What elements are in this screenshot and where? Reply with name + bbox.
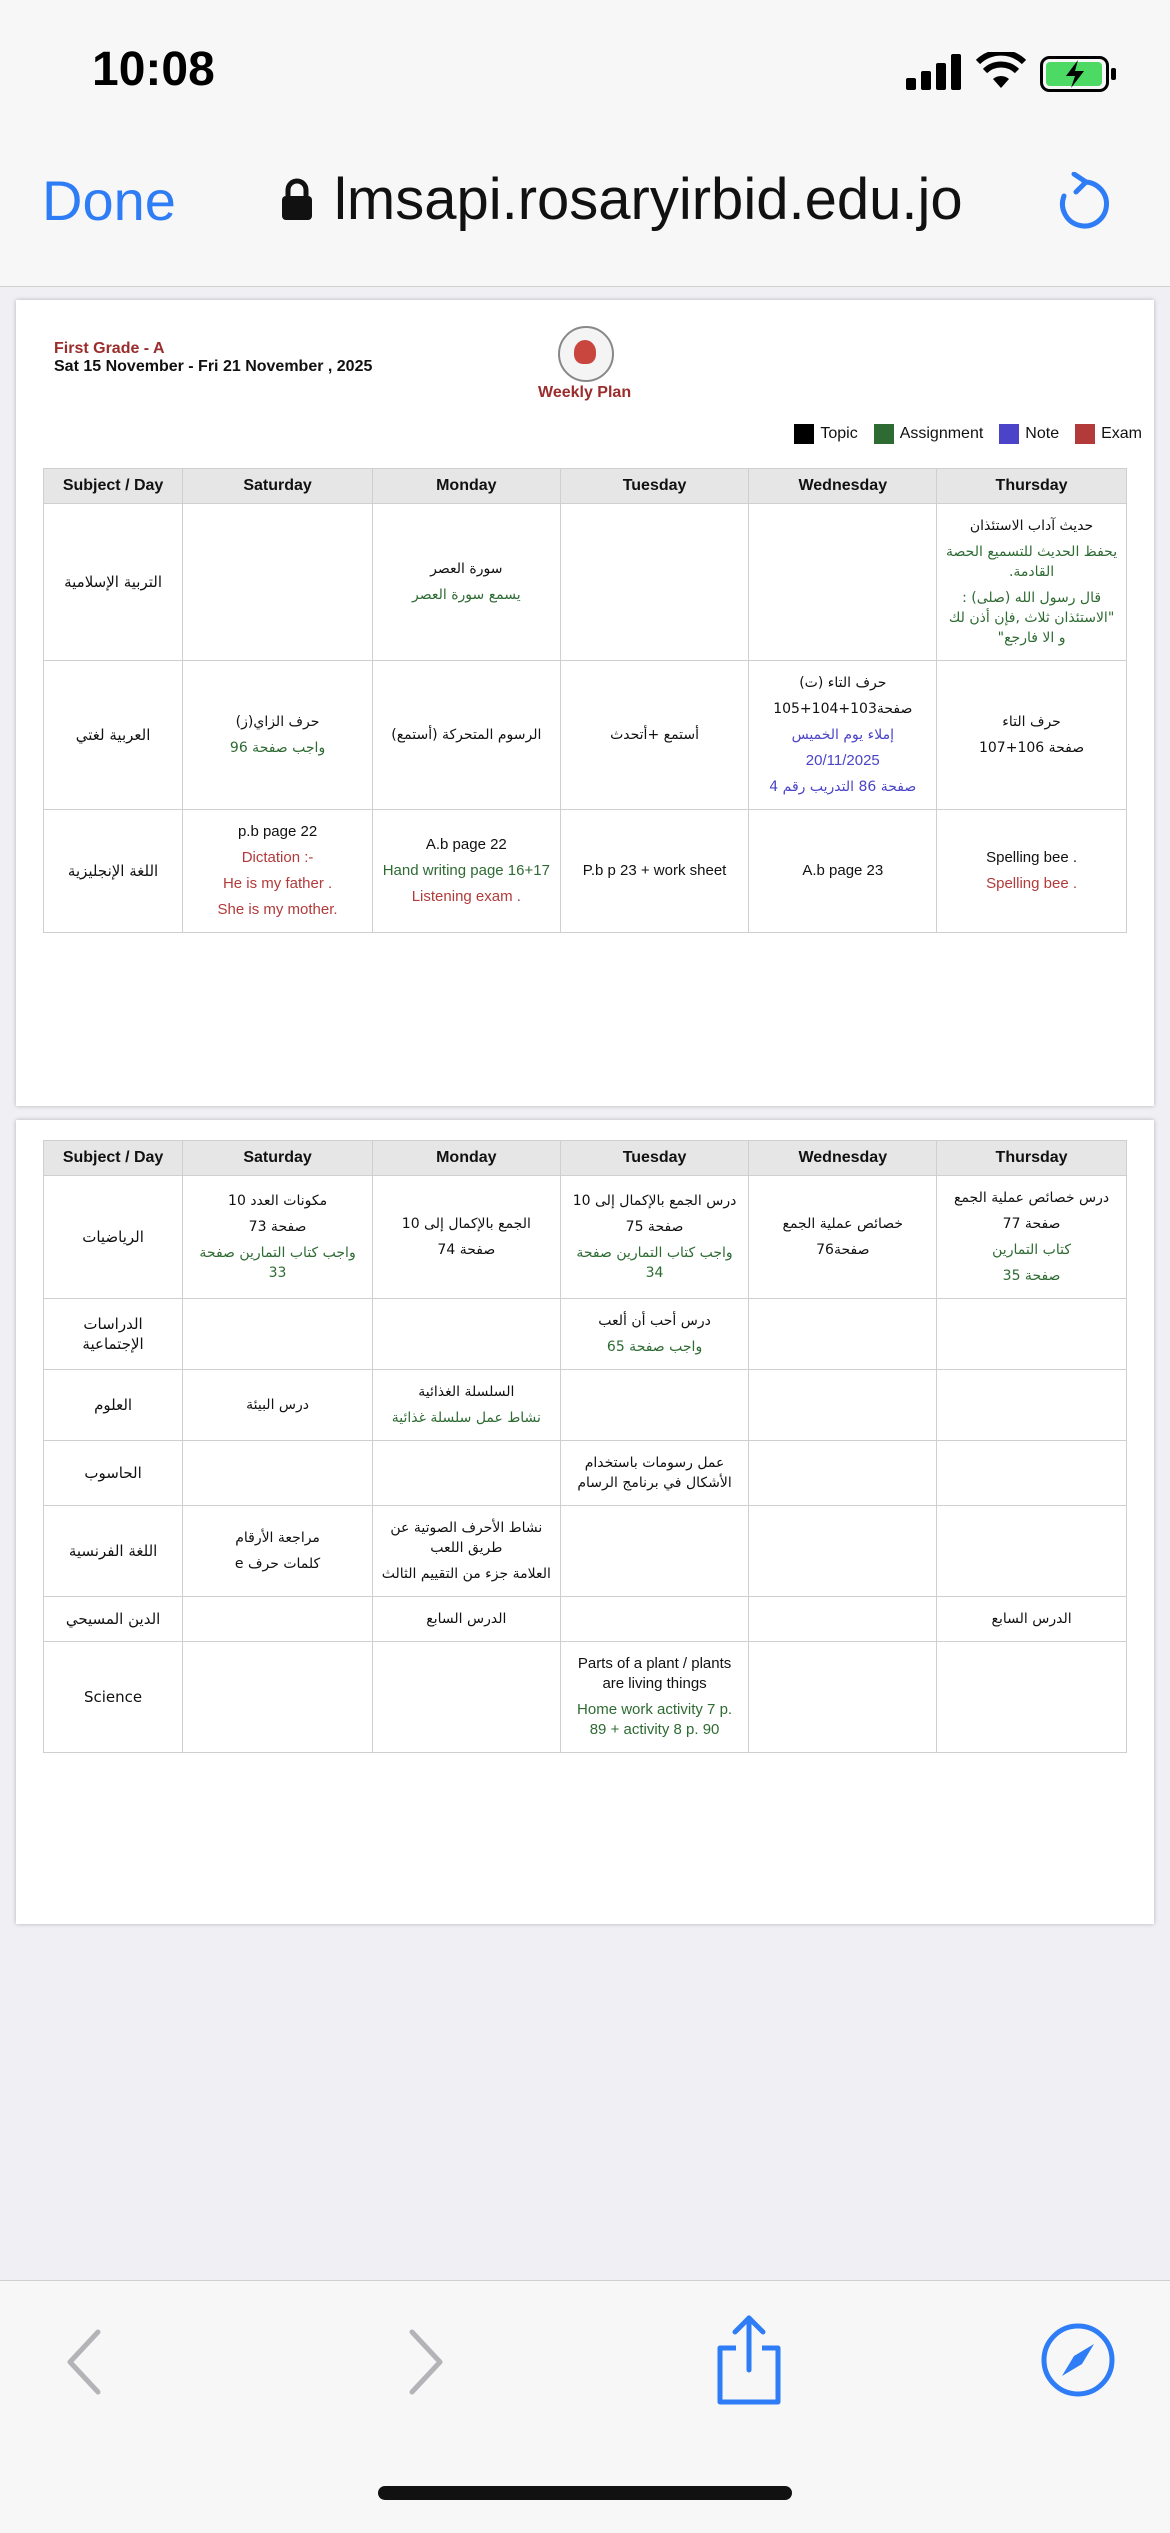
- day-cell: [749, 1176, 937, 1299]
- plan-entry: حديث آداب الاستئذان: [969, 518, 1094, 534]
- column-header: Subject / Day: [44, 469, 183, 504]
- legend: [794, 424, 1142, 444]
- plan-table-1: [43, 468, 1127, 933]
- cellular-signal-icon: [906, 54, 962, 90]
- plan-entry: واجب صفحة 65: [606, 1339, 703, 1355]
- plan-entry: الدرس السابع: [426, 1611, 507, 1627]
- plan-entry: صفحة 77: [1002, 1216, 1061, 1232]
- plan-entry: الجمع بالإكمال إلى 10: [401, 1216, 531, 1232]
- plan-entry: Dictation :-: [241, 849, 314, 866]
- plan-entry: A.b page 22: [425, 836, 507, 853]
- plan-entry: Listening exam .: [411, 888, 521, 905]
- day-cell: [560, 1506, 749, 1597]
- subject-cell: العربية لغتي: [44, 661, 183, 810]
- lock-icon: [280, 178, 314, 222]
- day-cell: [183, 810, 373, 933]
- school-logo-icon: [558, 326, 614, 382]
- plan-entry: He is my father .: [222, 875, 333, 892]
- day-cell: [937, 1176, 1127, 1299]
- plan-entry: نشاط عمل سلسلة غذائية: [391, 1410, 541, 1426]
- home-indicator: [378, 2486, 792, 2500]
- day-cell: [937, 504, 1127, 661]
- legend-exam: Exam: [1075, 424, 1142, 444]
- table-row: [44, 661, 1127, 810]
- plan-page-1: [16, 300, 1154, 1106]
- column-header: Monday: [372, 469, 560, 504]
- plan-entry: Parts of a plant / plants are living things: [577, 1655, 732, 1692]
- subject-cell: اللغة الإنجليزية: [44, 810, 183, 933]
- day-cell: [372, 661, 560, 810]
- day-cell: [749, 810, 937, 933]
- table-row: [44, 1299, 1127, 1370]
- done-button[interactable]: Done: [42, 169, 176, 232]
- day-cell: [183, 1441, 373, 1506]
- day-cell: [560, 810, 749, 933]
- plan-page-2: [16, 1120, 1154, 1924]
- table-row: [44, 504, 1127, 661]
- plan-entry: خصائص عملية الجمع: [782, 1216, 904, 1232]
- url-text[interactable]: lmsapi.rosaryirbid.edu.jo: [334, 167, 963, 232]
- plan-entry: حرف التاء: [1002, 714, 1061, 730]
- plan-entry: حرف الزاي(ز): [235, 714, 320, 730]
- subject-cell: الحاسوب: [44, 1441, 183, 1506]
- table-row: [44, 1370, 1127, 1441]
- subject-cell: الدين المسيحي: [44, 1597, 183, 1642]
- plan-entry: الدرس السابع: [991, 1611, 1072, 1627]
- plan-entry: مكونات العدد 10: [228, 1193, 328, 1209]
- day-cell: [749, 661, 937, 810]
- day-cell: [183, 1597, 373, 1642]
- plan-entry: صفحة 86 التدريب رقم 4: [769, 779, 917, 795]
- plan-entry: Home work activity 7 p. 89 + activity 8 p. 90: [577, 1701, 733, 1738]
- plan-entry: صفحة 35: [1002, 1268, 1061, 1284]
- day-cell: [749, 1597, 937, 1642]
- table-row: [44, 1642, 1127, 1753]
- plan-entry: عمل رسومات باستخدام الأشكال في برنامج الرسام: [577, 1455, 732, 1491]
- legend-note: Note: [999, 424, 1059, 444]
- day-cell: [560, 1299, 749, 1370]
- plan-entry: 20/11/2025: [805, 752, 880, 769]
- plan-entry: p.b page 22: [237, 823, 318, 840]
- subject-cell: التربية الإسلامية: [44, 504, 183, 661]
- day-cell: [749, 1370, 937, 1441]
- plan-entry: She is my mother.: [217, 901, 338, 918]
- day-cell: [183, 1176, 373, 1299]
- day-cell: [749, 1642, 937, 1753]
- plan-entry: P.b p 23 + work sheet: [582, 862, 727, 879]
- plan-entry: Spelling bee .: [986, 875, 1078, 892]
- plan-entry: صفحة 73: [248, 1219, 307, 1235]
- compass-icon[interactable]: [1040, 2322, 1116, 2398]
- column-header: Subject / Day: [44, 1141, 183, 1176]
- table-row: [44, 1176, 1127, 1299]
- day-cell: [183, 504, 373, 661]
- table-row: [44, 1441, 1127, 1506]
- table-row: [44, 1597, 1127, 1642]
- day-cell: [749, 1299, 937, 1370]
- column-header: Wednesday: [749, 1141, 937, 1176]
- plan-entry: صفحة 75: [625, 1219, 684, 1235]
- plan-entry: إملاء يوم الخميس: [791, 727, 894, 743]
- plan-entry: درس أحب أن ألعب: [598, 1313, 711, 1329]
- plan-entry: أستمع +أتحدث: [610, 727, 700, 743]
- subject-cell: العلوم: [44, 1370, 183, 1441]
- plan-entry: صفحة 74: [437, 1242, 496, 1258]
- day-cell: [937, 661, 1127, 810]
- day-cell: [183, 1642, 373, 1753]
- plan-entry: Hand writing page 16+17: [382, 862, 550, 879]
- column-header: Monday: [372, 1141, 560, 1176]
- day-cell: [749, 1441, 937, 1506]
- plan-entry: سورة العصر: [430, 561, 503, 577]
- day-cell: [183, 1506, 373, 1597]
- subject-cell: Science: [44, 1642, 183, 1753]
- plan-entry: صفحة 106+107: [978, 740, 1085, 756]
- day-cell: [372, 1176, 560, 1299]
- column-header: Wednesday: [749, 469, 937, 504]
- day-cell: [560, 1642, 749, 1753]
- plan-entry: واجب كتاب التمارين صفحة 33: [199, 1245, 356, 1281]
- plan-entry: العلامة جزء من التقييم الثالث: [381, 1566, 551, 1582]
- plan-entry: الرسوم المتحركة (أستمع): [391, 727, 542, 743]
- plan-entry: قال رسول الله (صلى) : "الاستئذان ثلاث ,فإن أذن لك و الا فارجع": [948, 590, 1115, 646]
- day-cell: [372, 504, 560, 661]
- plan-entry: كلمات حرف e: [234, 1556, 321, 1572]
- day-cell: [372, 1597, 560, 1642]
- back-icon[interactable]: [62, 2328, 110, 2396]
- class-title: First Grade - A: [54, 340, 165, 357]
- plan-entry: Spelling bee .: [986, 849, 1078, 866]
- plan-entry: واجب كتاب التمارين صفحة 34: [576, 1245, 733, 1281]
- day-cell: [937, 810, 1127, 933]
- day-cell: [560, 1370, 749, 1441]
- plan-entry: يحفظ الحديث للتسميع الحصة القادمة.: [946, 544, 1118, 580]
- plan-entry: حرف التاء (ت): [799, 675, 887, 691]
- day-cell: [183, 661, 373, 810]
- status-time: 10:08: [92, 43, 215, 96]
- day-cell: [372, 1299, 560, 1370]
- day-cell: [749, 1506, 937, 1597]
- plan-table-2: [43, 1140, 1127, 1753]
- plan-entry: نشاط الأحرف الصوتية عن طريق اللعب: [390, 1520, 543, 1556]
- day-cell: [183, 1299, 373, 1370]
- legend-assignment: Assignment: [874, 424, 984, 444]
- column-header: Thursday: [937, 469, 1127, 504]
- day-cell: [560, 1441, 749, 1506]
- legend-topic: Topic: [794, 424, 857, 444]
- subject-cell: الرياضيات: [44, 1176, 183, 1299]
- plan-entry: كتاب التمارين: [992, 1242, 1071, 1258]
- day-cell: [560, 1597, 749, 1642]
- plan-entry: درس الجمع بالإكمال إلى 10: [572, 1193, 737, 1209]
- plan-entry: درس خصائص عملية الجمع: [954, 1190, 1110, 1206]
- column-header: Saturday: [183, 1141, 373, 1176]
- day-cell: [937, 1299, 1127, 1370]
- wifi-icon: [976, 52, 1026, 90]
- plan-entry: صفحة76: [816, 1242, 870, 1258]
- plan-entry: A.b page 23: [802, 862, 884, 879]
- day-cell: [937, 1441, 1127, 1506]
- day-cell: [183, 1370, 373, 1441]
- day-cell: [560, 1176, 749, 1299]
- plan-entry: مراجعة الأرقام: [235, 1530, 320, 1546]
- day-cell: [372, 1441, 560, 1506]
- subject-cell: اللغة الفرنسية: [44, 1506, 183, 1597]
- plan-title: Weekly Plan: [538, 384, 632, 401]
- plan-entry: واجب صفحة 96: [229, 740, 326, 756]
- day-cell: [937, 1642, 1127, 1753]
- day-cell: [372, 810, 560, 933]
- day-cell: [560, 504, 749, 661]
- subject-cell: الدراسات الإجتماعية: [44, 1299, 183, 1370]
- status-bar: [0, 0, 1170, 140]
- share-icon[interactable]: [712, 2314, 786, 2406]
- day-cell: [372, 1506, 560, 1597]
- forward-icon[interactable]: [400, 2328, 448, 2396]
- day-cell: [372, 1370, 560, 1441]
- day-cell: [937, 1506, 1127, 1597]
- column-header: Tuesday: [560, 1141, 749, 1176]
- plan-entry: السلسلة الغذائية: [418, 1384, 515, 1400]
- plan-entry: يسمع سورة العصر: [411, 587, 521, 603]
- column-header: Tuesday: [560, 469, 749, 504]
- plan-entry: درس البيئة: [246, 1397, 309, 1413]
- reload-icon[interactable]: [1052, 172, 1116, 236]
- table-row: [44, 810, 1127, 933]
- column-header: Thursday: [937, 1141, 1127, 1176]
- date-range: Sat 15 November - Fri 21 November , 2025: [54, 358, 373, 375]
- column-header: Saturday: [183, 469, 373, 504]
- plan-entry: صفحة103+104+105: [773, 701, 913, 717]
- day-cell: [937, 1370, 1127, 1441]
- day-cell: [749, 504, 937, 661]
- day-cell: [372, 1642, 560, 1753]
- day-cell: [560, 661, 749, 810]
- table-row: [44, 1506, 1127, 1597]
- day-cell: [937, 1597, 1127, 1642]
- battery-charging-icon: [1040, 56, 1118, 92]
